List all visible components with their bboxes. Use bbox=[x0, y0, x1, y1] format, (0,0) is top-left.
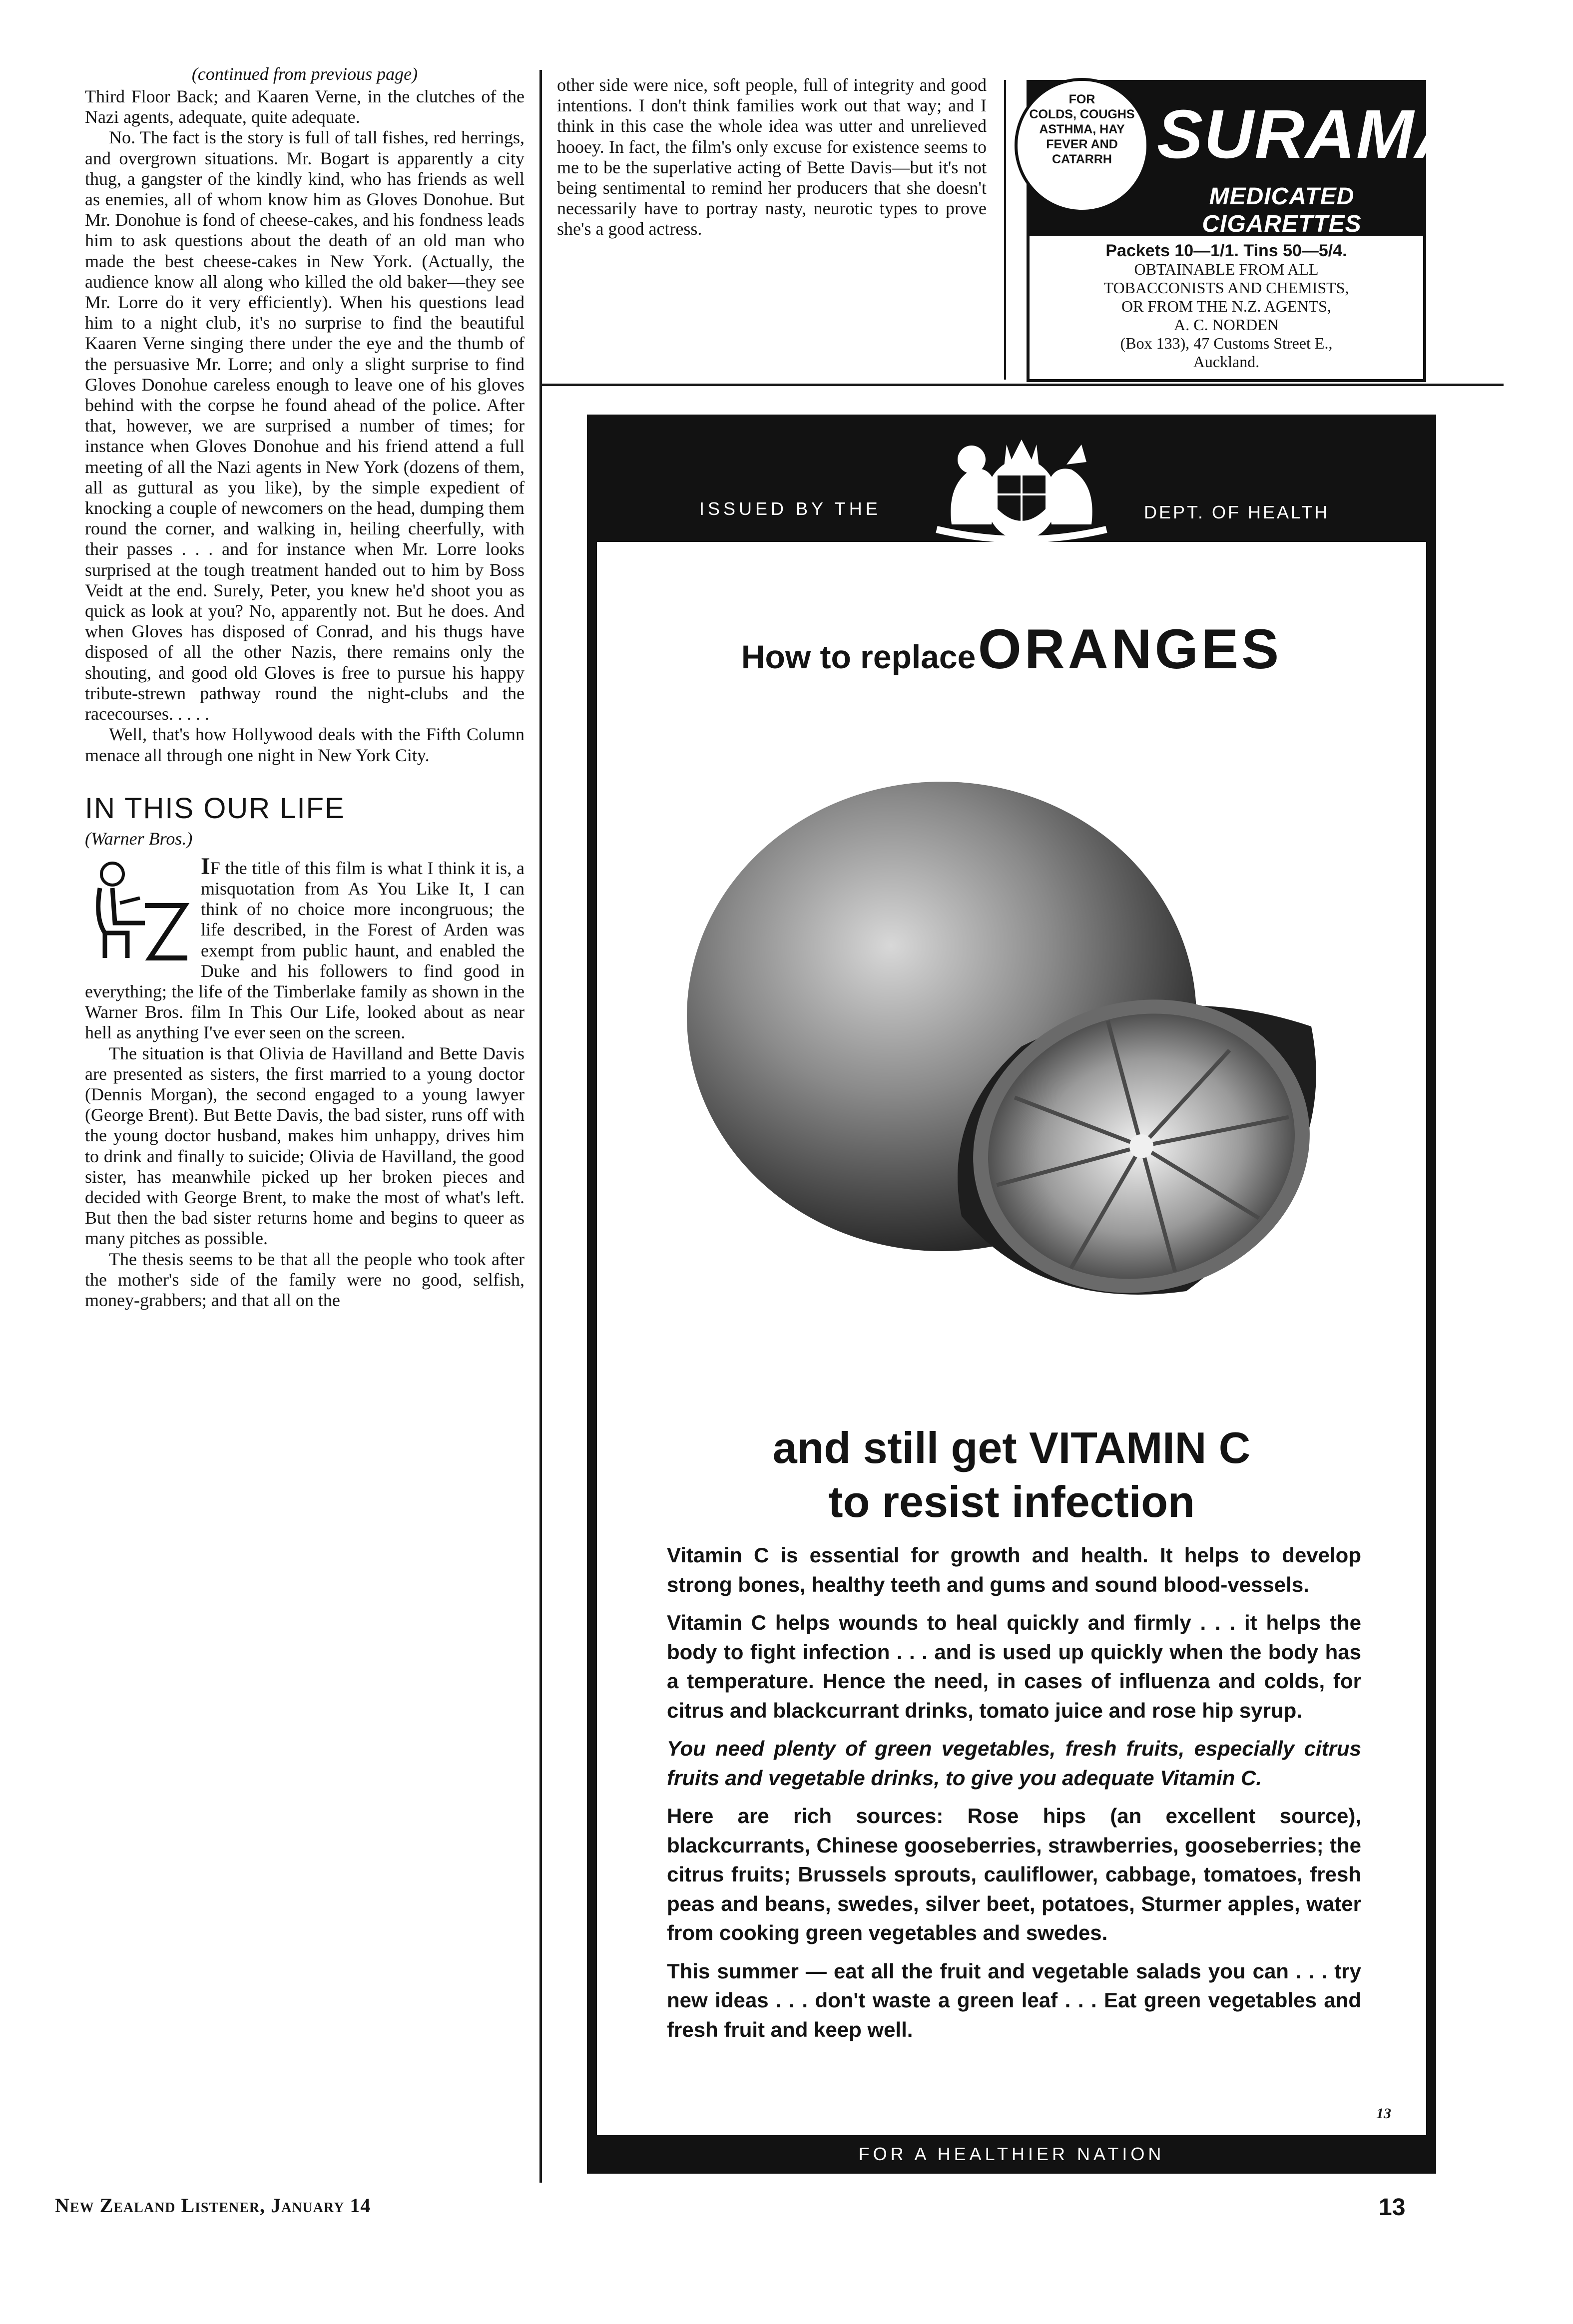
ad-paragraph: You need plenty of green vegetables, fresh fruits, especially citrus fruits and vegetable drinks, to give you adequate Vitamin C. bbox=[667, 1737, 1361, 1790]
article-paragraph: Third Floor Back; and Kaaren Verne, in the clutches of the Nazi agents, adequate, quite adequate. bbox=[85, 86, 524, 127]
headline-small: How to replace bbox=[741, 638, 976, 675]
review-title: IN THIS OUR LIFE bbox=[85, 792, 345, 825]
review-first-paragraph: F the title of this film is what I think it is, a misquotation from As You Like It, I can think of no choice more incongruous; the life described, in the Forest of Arden was exempt from public haunt, and enabled the Duke and his followers to find good in everything; the life of the Timberlake family as shown in the Warner Bros. film In This Our Life, looked about as near hell as anything I've ever seen on the screen. bbox=[85, 858, 524, 1043]
article-paragraph: No. The fact is the story is full of tall fishes, red herrings, and overgrown situations. Mr. Bogart is apparently a city thug, a gangster of the kindly kind, who has friends as well as enemies, all of whom know him as Gloves Donohue. But Mr. Donohue is fond of cheese-cakes, and his fondness leads him to ask questions about the death of an old man who made the best cheese-cakes in New York. (Actually, the audience know all along who killed the old baker—they see Mr. Lorre do it very efficiently). When his questions lead him to a night club, it's no surprise to find the beautiful Kaaren Verne singing there under the eye and the thumb of the persuasive Mr. Lorre; and only a slight surprise to find Gloves Donohue careless enough to leave one of his gloves behind with the corpse he found ahead of the police. After that, however, we are surprised a number of times; for instance when Gloves Donohue and his friend attend a full meeting of all the Nazi agents in New York (dozens of them, all as guttural as you like), by the simple expedient of knocking a couple of newcomers on the head, dumping them round the corner, and walking in, heiling cheerfully, with their passes . . . and for instance when Mr. Lorre looks surprised at the tough treatment handed out to him by Boss Veidt at the end. Surely, Peter, you knew he'd shoot you as quick as look at you? No, apparently not. But he does. And when Gloves has disposed of Conrad, and his thugs have disposed of all the other Nazis, there remains only the shouting, and good old Gloves is free to pursue his happy tribute-strewn pathway round the night-clubs and the racecourses. . . . . bbox=[85, 127, 524, 724]
badge-line: ASTHMA, HAY bbox=[1039, 122, 1125, 136]
surama-brand: SURAMA bbox=[1157, 96, 1466, 173]
badge-line: FOR bbox=[1068, 92, 1095, 106]
publication-footer: New Zealand Listener, January 14 bbox=[55, 2194, 371, 2217]
surama-details bbox=[1030, 242, 1423, 371]
review-body bbox=[85, 853, 524, 1311]
surama-line: TOBACCONISTS AND CHEMISTS, bbox=[1103, 279, 1349, 297]
column-rule bbox=[1004, 80, 1006, 380]
surama-prices: Packets 10—1/1. Tins 50—5/4. bbox=[1105, 241, 1347, 260]
ad-paragraph: Vitamin C helps wounds to heal quickly and firmly . . . it helps the body to fight infection . . . and is used up quickly when the body has a temperature. Hence the need, in cases of influenza and colds, for citrus and blackcurrant drinks, tomato juice and rose hip syrup. bbox=[667, 1611, 1361, 1722]
surama-line: (Box 133), 47 Customs Street E., bbox=[1120, 334, 1333, 352]
ad-paragraph: Here are rich sources: Rose hips (an excellent source), blackcurrants, Chinese gooseberries, strawberries, gooseberries; the citrus fruits; Brussels sprouts, cauliflower, cabbage, tomatoes, fresh peas and beans, swedes, silver beet, potatoes, Sturmer apples, water from cooking green vegetables and swedes. bbox=[667, 1804, 1361, 1944]
subhead-line: to resist infection bbox=[828, 1477, 1195, 1526]
drop-letter: I bbox=[201, 853, 210, 880]
oranges-illustration bbox=[662, 767, 1361, 1326]
ad-dept: DEPT. OF HEALTH bbox=[1144, 502, 1330, 522]
article-paragraph: Well, that's how Hollywood deals with the Fifth Column menace all through one night in New York City. bbox=[85, 724, 524, 765]
ad-subheadline bbox=[597, 1421, 1426, 1529]
badge-line: FEVER AND bbox=[1046, 137, 1118, 151]
ad-issued-by: ISSUED BY THE bbox=[699, 498, 881, 519]
surama-banner bbox=[1029, 83, 1466, 237]
seated-figure-illustration bbox=[85, 858, 190, 963]
surama-line: A. C. NORDEN bbox=[1174, 316, 1279, 334]
left-column bbox=[85, 64, 524, 1311]
page-number: 13 bbox=[1379, 2194, 1406, 2221]
badge-line: CATARRH bbox=[1052, 152, 1112, 166]
middle-column bbox=[557, 75, 987, 240]
horizontal-rule bbox=[542, 384, 1504, 386]
review-studio: (Warner Bros.) bbox=[85, 828, 193, 849]
headline-big: ORANGES bbox=[978, 618, 1282, 680]
coat-of-arms-icon bbox=[917, 425, 1126, 544]
badge-line: COLDS, COUGHS bbox=[1029, 107, 1135, 121]
review-paragraph: The situation is that Olivia de Havilland and Bette Davis are presented as sisters, the first married to a young doctor (Dennis Morgan), the second engaged to a young lawyer (George Brent). But Bette Davis, the bad sister, runs off with the young doctor husband, makes him unhappy, drives him to drink and finally to suicide; Olivia de Havilland, the good sister, has meanwhile picked up her broken pieces and decided with George Brent, to make the most of what's left. But then the bad sister returns home and begins to queer as many pitches as possible. bbox=[85, 1043, 524, 1249]
health-advertisement bbox=[587, 415, 1436, 2174]
article-continuation: other side were nice, soft people, full of integrity and good intentions. I don't think families work out that way; and I think in this case the whole idea was utter and unrelieved hooey. In fact, the film's only excuse for existence seems to me to be the superlative acting of Bette Davis—but it's not being sentimental to remind her producers that she doesn't necessarily have to portray nasty, neurotic types to prove she's a good actress. bbox=[557, 75, 987, 239]
surama-line: OR FROM THE N.Z. AGENTS, bbox=[1121, 297, 1331, 315]
surama-line: OBTAINABLE FROM ALL bbox=[1134, 260, 1319, 278]
ad-footer: FOR A HEALTHIER NATION bbox=[858, 2144, 1165, 2164]
ad-panel bbox=[597, 542, 1426, 2135]
ad-copy bbox=[667, 1541, 1361, 2053]
column-rule bbox=[539, 70, 542, 2183]
surama-line: Auckland. bbox=[1193, 353, 1260, 371]
continued-note: (continued from previous page) bbox=[191, 64, 418, 84]
ad-paragraph: This summer — eat all the fruit and vegetable salads you can . . . try new ideas . . . don't waste a green leaf . . . Eat green vegetables and fresh fruit and keep well. bbox=[667, 1959, 1361, 2041]
subhead-line: and still get VITAMIN C bbox=[772, 1423, 1251, 1472]
ad-code: 13 bbox=[1376, 2105, 1391, 2122]
surama-badge bbox=[1015, 78, 1149, 213]
surama-subtitle: MEDICATED CIGARETTES bbox=[1202, 183, 1362, 237]
ad-headline bbox=[597, 617, 1426, 681]
ad-paragraph: Vitamin C is essential for growth and health. It helps to develop strong bones, healthy teeth and gums and sound blood-vessels. bbox=[667, 1543, 1361, 1596]
surama-advertisement bbox=[1027, 80, 1466, 382]
review-paragraph: The thesis seems to be that all the people who took after the mother's side of the family were no good, selfish, money-grabbers; and that all on the bbox=[85, 1249, 524, 1310]
